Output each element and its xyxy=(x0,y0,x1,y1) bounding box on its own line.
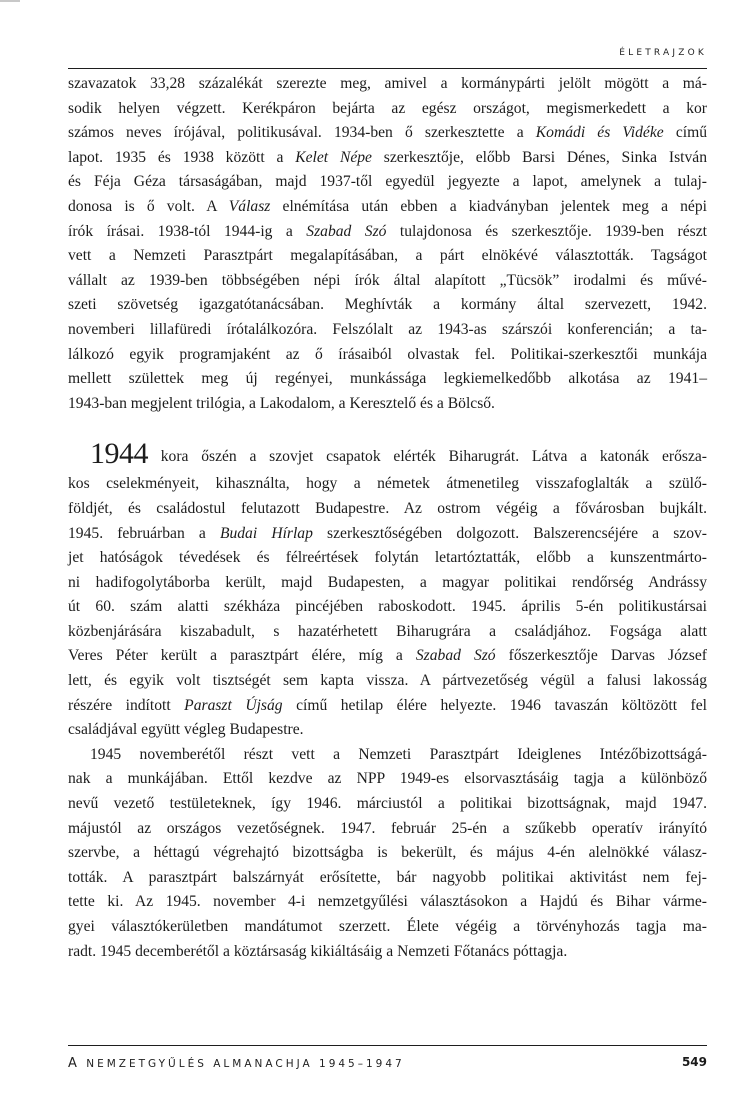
publication-title: Szabad Szó xyxy=(306,222,387,240)
publication-title: Szabad Szó xyxy=(415,647,496,665)
publication-title: Budai Hírlap xyxy=(219,524,313,542)
text-line: szervbe, a héttagú végrehajtó bizottságba is bekerült, és május 4-én alelnökké válasz- xyxy=(68,844,707,862)
text-line: 1943-ban megjelent trilógia, a Lakodalom, a Keresztelő és a Bölcső. xyxy=(68,394,495,412)
text-line: tette ki. Az 1945. november 4-i nemzetgyűlési választásokon a Hajdú és Bihar várme- xyxy=(68,893,707,911)
text-line: Veres Péter került a parasztpárt élére, míg a Szabad Szó főszerkesztője Darvas József xyxy=(68,647,707,665)
body-text xyxy=(68,72,707,964)
header-rule xyxy=(68,68,707,69)
text-line: lapot. 1935 és 1938 között a Kelet Népe szerkesztője, előbb Barsi Dénes, Sinka István xyxy=(68,148,707,166)
text-line: lett, és egyik volt tisztségét sem kapta vissza. A pártvezetőség végül a falusi lakosság xyxy=(68,672,707,690)
paragraph-2 xyxy=(68,437,707,743)
text-line: kos cselekményeit, kihasználta, hogy a németek átmenetileg visszafoglalták a szülő- xyxy=(68,475,707,493)
text-line: számos neves írójával, politikusával. 1934-ben ő szerkesztette a Komádi és Vidéke című xyxy=(68,124,708,142)
page-number: 549 xyxy=(681,1055,707,1069)
text-line: gyei választókerületben mandátumot szerzett. Élete végéig a törvényhozás tagja ma- xyxy=(68,918,707,935)
publication-title: Paraszt Újság xyxy=(184,696,283,714)
footer-title-initial: A xyxy=(68,1056,80,1071)
footer-title-smallcaps: NEMZETGYŰLÉS ALMANACHJA 1945–1947 xyxy=(79,1058,405,1070)
text-line: jet hatóságok tévedések és félreértések folytán letartóztatták, előbb a kunszentmárto- xyxy=(68,549,707,567)
footer-rule xyxy=(68,1045,707,1046)
text-line: donosa is ő volt. A Válasz elnémítása után ebben a kiadványban jelentek meg a népi xyxy=(68,197,707,215)
text-line: út 60. szám alatti székháza pincéjében raboskodott. 1945. április 5-én politikustársai xyxy=(68,598,707,616)
scan-artifact xyxy=(0,0,20,2)
publication-title: Kelet Népe xyxy=(295,148,372,166)
paragraph-3 xyxy=(68,743,707,964)
footer-book-title xyxy=(68,1056,405,1071)
lead-year: 1944 xyxy=(90,437,148,471)
text-line: novemberi lillafüredi írótalálkozóra. Felszólalt az 1943-as szárszói konferencián; a ta- xyxy=(68,320,707,338)
publication-title: Válasz xyxy=(228,197,271,215)
text-line: májustól az országos vezetőségnek. 1947. február 25-én a szűkebb operatív irányító xyxy=(68,819,707,837)
text-line: nak a munkájában. Ettől kezdve az NPP 1949-es elsorvasztásáig tagja a különböző xyxy=(68,770,707,788)
text-line: radt. 1945 decemberétől a köztársaság kikiáltásáig a Nemzeti Főtanács póttagja. xyxy=(68,942,568,960)
text-line: mellett születtek meg új regényei, munkássága legkiemelkedőbb alkotása az 1941– xyxy=(68,370,707,388)
text-line: lálkozó egyik programjaként az ő írásaiból olvastak fel. Politikai-szerkesztői munkája xyxy=(68,345,707,363)
text-line: szeti szövetség igazgatótanácsában. Meghívták a kormány által szervezett, 1942. xyxy=(68,296,707,314)
text-line: családjával együtt végleg Budapestre. xyxy=(68,721,304,739)
text-line: tották. A parasztpárt balszárnyát erősítette, bár nagyobb politikai aktivitást nem fej- xyxy=(68,868,707,886)
publication-title: Komádi és Vidéke xyxy=(535,124,664,142)
text-line: írók írásai. 1938-tól 1944-ig a Szabad Szó tulajdonosa és szerkesztője. 1939-ben részt xyxy=(68,222,707,240)
text-line: 1945 novemberétől részt vett a Nemzeti Parasztpárt Ideiglenes Intézőbizottságá- xyxy=(90,745,707,763)
text-line: vállalt az 1939-ben többségében népi írók által alapított „Tücsök” irodalmi és művé- xyxy=(68,271,707,289)
paragraph-gap xyxy=(68,416,707,442)
text-line: közbenjárására kiszabadult, s hazatérhetett Biharugrára a családjához. Fogsága alatt xyxy=(68,622,707,640)
text-line: 1945. februárban a Budai Hírlap szerkesztőségében dolgozott. Balszerencséjére a szov- xyxy=(68,524,707,542)
running-head: ÉLETRAJZOK xyxy=(619,48,707,58)
text-line: 1944 kora őszén a szovjet csapatok elérték Biharugrát. Látva a katonák erősza- xyxy=(90,437,707,471)
text-line: részére indított Paraszt Újság című hetilap élére helyezte. 1946 tavaszán költözött fel xyxy=(68,696,707,714)
text-line: vett a Nemzeti Parasztpárt megalapításában, a párt elnökévé választották. Tagságot xyxy=(68,247,707,265)
text-line: nevű vezető testületeknek, így 1946. márciustól a politikai bizottságnak, majd 1947. xyxy=(68,795,707,813)
text-line: földjét, és családostul felutazott Budapestre. Az ostrom végéig a fővárosban bujkált. xyxy=(68,499,707,517)
text-line: szavazatok 33,28 százalékát szerezte meg, amivel a kormánypárti jelölt mögött a má- xyxy=(68,75,707,92)
text-line: és Féja Géza társaságában, majd 1937-től egyedül jegyezte a lapot, amelynek a tulaj- xyxy=(68,173,707,191)
paragraph-1 xyxy=(68,72,707,416)
text-line: ni hadifogolytáborba került, majd Budapesten, a magyar politikai rendőrség Andrássy xyxy=(68,573,707,591)
text-line: sodik helyen végzett. Kerékpáron bejárta az egész országot, megismerkedett a kor xyxy=(68,99,707,117)
